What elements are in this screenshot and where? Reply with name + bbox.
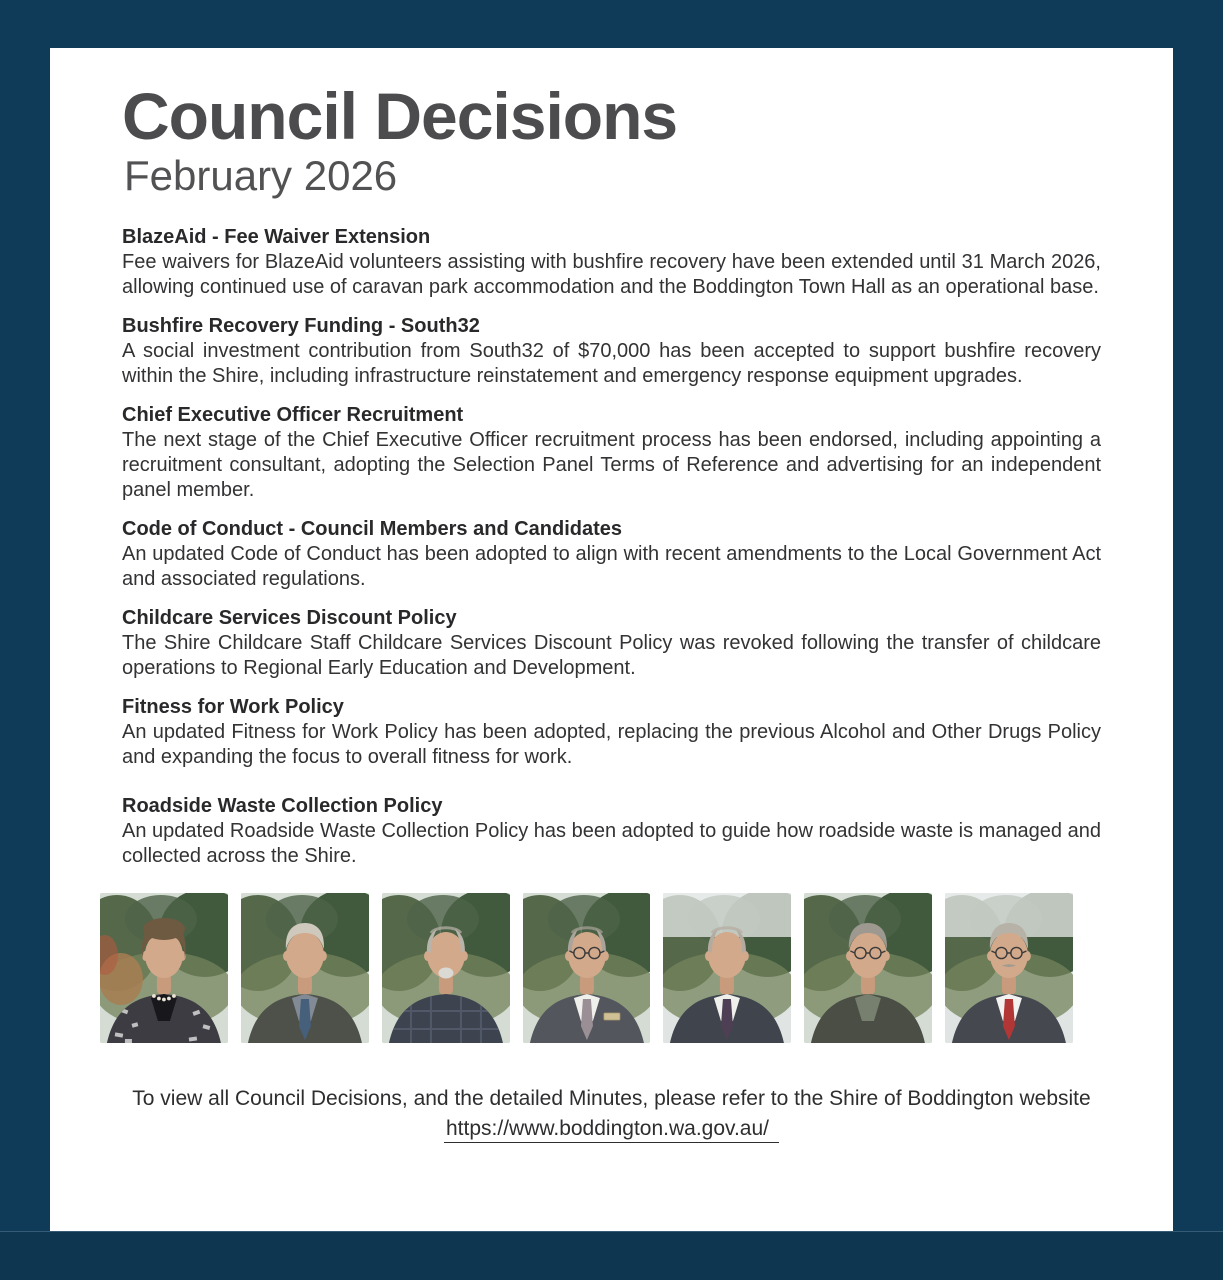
decision-heading: Fitness for Work Policy bbox=[122, 695, 344, 718]
decision-body: An updated Roadside Waste Collection Policy has been adopted to guide how roadside waste is managed and collected across the Shire. bbox=[122, 819, 1101, 867]
decision-body: The next stage of the Chief Executive Officer recruitment process has been endorsed, including appointing a recruitment consultant, adopting the Selection Panel Terms of Reference and advertising for an independent panel member. bbox=[122, 428, 1101, 501]
decision-section bbox=[122, 314, 1101, 389]
decision-body: An updated Code of Conduct has been adopted to align with recent amendments to the Local Government Act and associated regulations. bbox=[122, 542, 1101, 590]
website-link[interactable]: https://www.boddington.wa.gov.au/ bbox=[444, 1117, 779, 1143]
councillor-photo bbox=[945, 893, 1073, 1043]
page-title: Council Decisions bbox=[122, 79, 678, 153]
decision-body: A social investment contribution from South32 of $70,000 has been accepted to support bushfire recovery within the Shire, including infrastructure reinstatement and emergency response equipment upgrades. bbox=[122, 339, 1101, 387]
decision-heading: BlazeAid - Fee Waiver Extension bbox=[122, 225, 431, 248]
footer-text: To view all Council Decisions, and the detailed Minutes, please refer to the Shire of Boddington website bbox=[132, 1086, 1091, 1110]
councillor-photo bbox=[100, 893, 228, 1043]
decision-section bbox=[122, 517, 1101, 592]
footer-note bbox=[122, 1085, 1101, 1143]
councillors-photo-row bbox=[100, 893, 1073, 1043]
decision-heading: Code of Conduct - Council Members and Candidates bbox=[122, 517, 623, 540]
decision-body: An updated Fitness for Work Policy has been adopted, replacing the previous Alcohol and Other Drugs Policy and expanding the focus to overall fitness for work. bbox=[122, 720, 1101, 768]
bottom-strip bbox=[0, 1231, 1223, 1280]
decision-heading: Bushfire Recovery Funding - South32 bbox=[122, 314, 480, 337]
decision-section bbox=[122, 794, 1101, 869]
councillor-photo bbox=[523, 893, 651, 1043]
decision-section bbox=[122, 403, 1101, 503]
decisions-list bbox=[122, 225, 1101, 869]
decision-section bbox=[122, 225, 1101, 300]
councillor-photo bbox=[382, 893, 510, 1043]
councillor-photo bbox=[804, 893, 932, 1043]
content-card bbox=[50, 48, 1173, 1232]
decision-heading: Roadside Waste Collection Policy bbox=[122, 794, 443, 817]
decision-section bbox=[122, 695, 1101, 770]
decision-heading: Childcare Services Discount Policy bbox=[122, 606, 457, 629]
decision-body: The Shire Childcare Staff Childcare Services Discount Policy was revoked following the transfer of childcare operations to Regional Early Education and Development. bbox=[122, 631, 1101, 679]
page-subtitle: February 2026 bbox=[124, 151, 398, 199]
councillor-photo bbox=[241, 893, 369, 1043]
decision-section bbox=[122, 606, 1101, 681]
councillor-photo bbox=[663, 893, 791, 1043]
decision-heading: Chief Executive Officer Recruitment bbox=[122, 403, 464, 426]
decision-body: Fee waivers for BlazeAid volunteers assisting with bushfire recovery have been extended until 31 March 2026, allowing continued use of caravan park accommodation and the Boddington Town Hall as an operational base. bbox=[122, 250, 1101, 298]
